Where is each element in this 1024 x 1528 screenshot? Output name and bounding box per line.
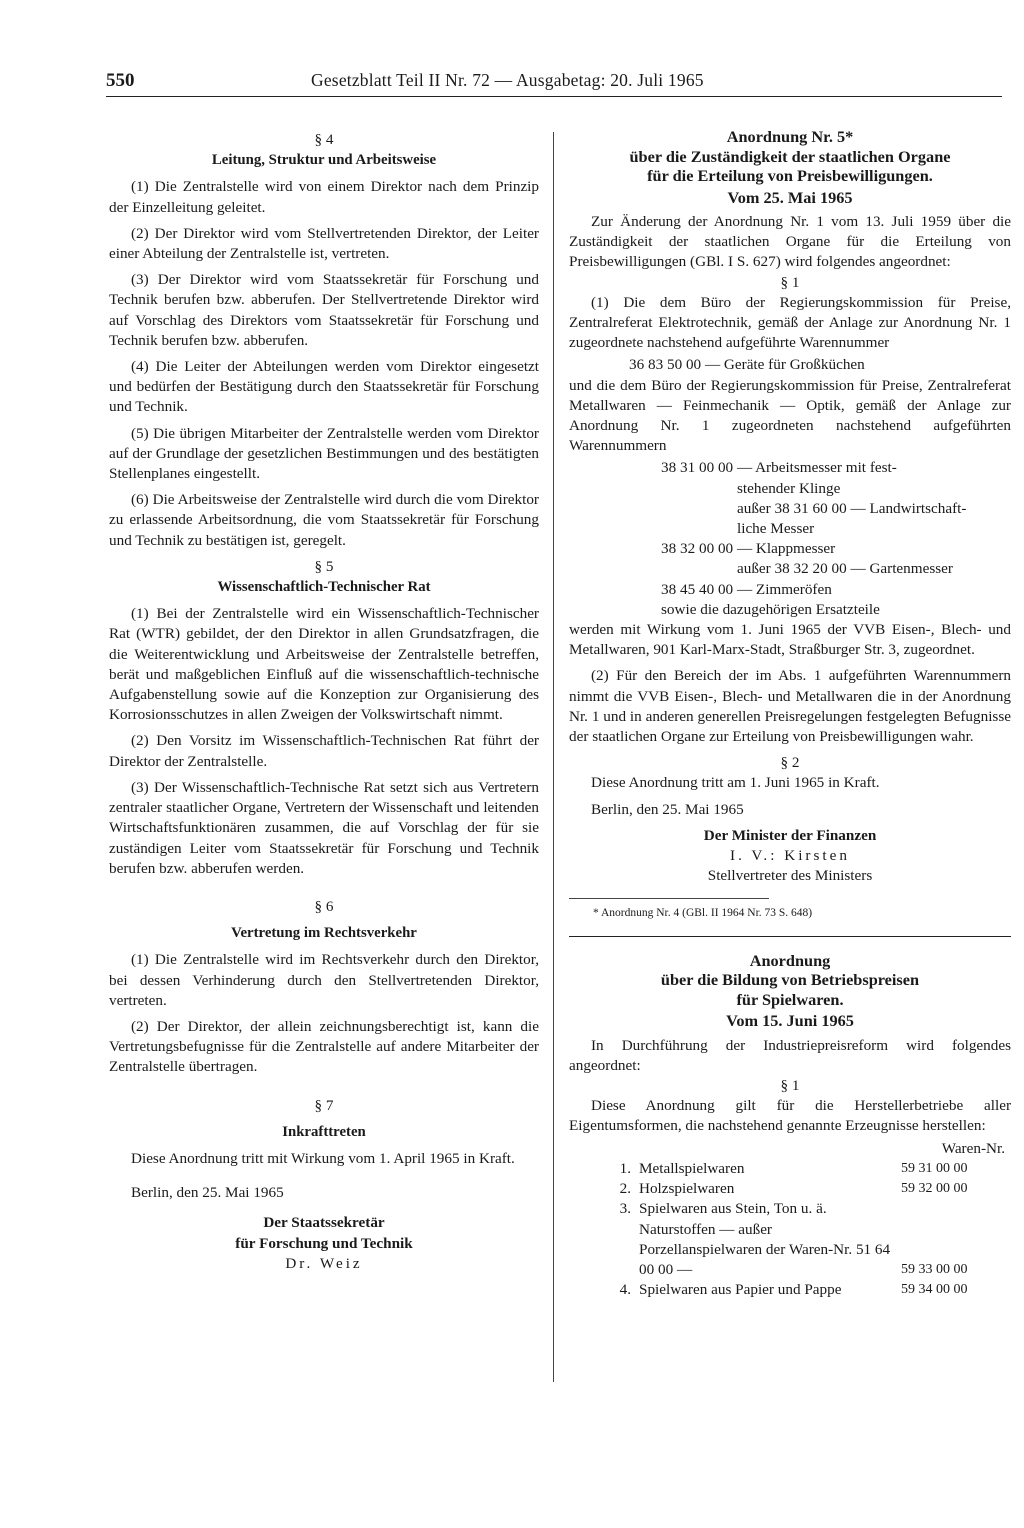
paragraph: (1) Die dem Büro der Regierungskommission für Preise, Zentralreferat Elektrotechnik, gemäß der Anlage zur Anordnung Nr. 1 zugeordnete nachstehend aufgeführte Warennummer (569, 293, 1011, 352)
paragraph: In Durchführung der Industriepreisreform wird folgendes angeordnet: (569, 1036, 1011, 1074)
paragraph: (2) Der Direktor, der allein zeichnungsberechtigt ist, kann die Vertretungsbefugnisse für die Zentralstelle auf andere Mitarbeiter der Zentralstelle übertragen. (109, 1017, 539, 1076)
paragraph: Diese Anordnung tritt am 1. Juni 1965 in Kraft. (591, 774, 880, 792)
section-7 (109, 1096, 539, 1170)
signatory-name: Dr. Weiz (285, 1254, 363, 1272)
paragraph: (6) Die Arbeitsweise der Zentralstelle wird durch die vom Direktor zu erlassende Arbeitsordnung, die vom Staatssekretär für Forschung und Technik zu bestätigen ist, geregelt. (109, 491, 539, 549)
paragraph: (1) Die Zentralstelle wird im Rechtsverkehr durch den Direktor, bei dessen Verhinderung durch den Stellvertretenden Direktor, vertreten. (109, 951, 539, 1009)
item-number: 3. (619, 1200, 631, 1218)
section-5 (109, 557, 539, 879)
ware-number-line: außer 38 31 60 00 — Landwirtschaft- (737, 499, 967, 517)
left-column (109, 130, 539, 1274)
footnote-rule (569, 898, 769, 899)
column-divider (553, 132, 554, 1382)
section-title: Vertretung im Rechtsverkehr (231, 925, 417, 942)
ordinance-separator (569, 936, 1011, 937)
item-code: 59 31 00 00 (901, 1160, 968, 1176)
signature-block (109, 1213, 539, 1274)
section-number: § 7 (314, 1096, 334, 1114)
item-code: 59 34 00 00 (901, 1282, 968, 1298)
ordinance-date: Vom 15. Juni 1965 (726, 1011, 854, 1031)
signatory-name: I. V.: Kirsten (730, 847, 850, 865)
paragraph: Diese Anordnung gilt für die Herstellerbetriebe aller Eigentumsformen, die nachstehend genannte Erzeugnisse herstellen: (569, 1097, 1011, 1135)
table-row (569, 1199, 1011, 1280)
paragraph: (2) Den Vorsitz im Wissenschaftlich-Technischen Rat führt der Direktor der Zentralstelle. (109, 732, 539, 770)
ordinance-title: für Spielwaren. (736, 989, 844, 1009)
table-header-row (569, 1139, 1011, 1159)
ordinance-5 (569, 127, 1011, 924)
section-4 (109, 130, 539, 551)
signatory-title-line-2: für Forschung und Technik (235, 1234, 413, 1252)
item-name: Metallspielwaren (639, 1159, 745, 1177)
header-title: Gesetzblatt Teil II Nr. 72 — Ausgabetag: 20. Juli 1965 (311, 70, 704, 90)
section-number: § 2 (780, 754, 800, 772)
ware-number-line: 38 45 40 00 — Zimmeröfen (661, 580, 832, 598)
ware-number-line: 38 31 00 00 — Arbeitsmesser mit fest- (661, 459, 897, 477)
signatory-title: Der Minister der Finanzen (703, 826, 877, 844)
paragraph: (3) Der Direktor wird vom Staatssekretär für Forschung und Technik berufen bzw. abberufen. Der Stellvertretende Direktor wird auf Vorschlag des Direktors vom Staatssekretär für Forschung und Technik berufen bzw. abberufen. (109, 271, 539, 349)
place-date: Berlin, den 25. Mai 1965 (131, 1184, 284, 1202)
ware-number-line: außer 38 32 20 00 — Gartenmesser (737, 560, 953, 578)
page-number: 550 (106, 70, 135, 91)
section-number: § 5 (314, 557, 334, 575)
item-number: 4. (619, 1281, 631, 1299)
place-date: Berlin, den 25. Mai 1965 (591, 800, 744, 818)
product-table (569, 1139, 1011, 1301)
ware-number-line: liche Messer (737, 520, 815, 538)
paragraph: und die dem Büro der Regierungskommission für Preise, Zentralreferat Metallwaren — Feinmechanik — Optik, gemäß der Anlage zur Anordnung Nr. 1 zugeordneten nachstehend aufgeführten Warennummern (569, 376, 1011, 455)
section-title: Inkrafttreten (282, 1123, 366, 1140)
section-title: Wissenschaftlich-Technischer Rat (217, 579, 431, 596)
paragraph: Diese Anordnung tritt mit Wirkung vom 1. April 1965 in Kraft. (131, 1149, 515, 1167)
item-name: Spielwaren aus Stein, Ton u. ä. Naturstoffen — außer Porzellanspielwaren der Waren-Nr. 51 64 00 00 — (639, 1200, 891, 1278)
ware-number-line: sowie die dazugehörigen Ersatzteile (661, 600, 880, 618)
item-name: Holzspielwaren (639, 1180, 735, 1198)
section-number: § 6 (314, 897, 334, 915)
section-title: Leitung, Struktur und Arbeitsweise (211, 152, 437, 169)
section-number: § 1 (780, 273, 800, 291)
ordinance-toys (569, 951, 1011, 1301)
section-6 (109, 897, 539, 1078)
signatory-title-line-1: Der Staatssekretär (263, 1214, 385, 1232)
paragraph: (4) Die Leiter der Abteilungen werden vom Direktor eingesetzt und bedürfen der Bestätigung durch den Staatssekretär für Forschung und Technik. (109, 358, 539, 416)
table-row (569, 1159, 1011, 1179)
item-code: 59 33 00 00 (901, 1261, 968, 1277)
item-number: 1. (619, 1159, 631, 1177)
signatory-role: Stellvertreter des Ministers (707, 867, 873, 885)
paragraph: (1) Bei der Zentralstelle wird ein Wissenschaftlich-Technischer Rat (WTR) gebildet, der den Direktor in allen Grundsatzfragen, die die Weiterentwicklung und Arbeitsweise der Zentralstelle betreffen, berät und maßgeblichen Einfluß auf die wissenschaftlich-technische Aufgabenstellung sowie auf die Konzeption zur Organisierung des Korrosionsschutzes in allen Zweigen der Volkswirtschaft nimmt. (109, 605, 539, 724)
table-row (569, 1179, 1011, 1199)
ordinance-title: über die Zuständigkeit der staatlichen Organe (629, 146, 951, 166)
paragraph: Zur Änderung der Anordnung Nr. 1 vom 13. Juli 1959 über die Zuständigkeit der staatlichen Organe für die Erteilung von Preisbewilligungen (GBl. I S. 627) wird folgendes angeordnet: (569, 212, 1011, 271)
ware-number-line: 36 83 50 00 — Geräte für Großküchen (629, 356, 865, 374)
paragraph: (5) Die übrigen Mitarbeiter der Zentralstelle werden vom Direktor auf der Grundlage der gesetzlichen Bestimmungen und des bestätigten Stellenplanes eingestellt. (109, 424, 539, 483)
column-header-ware-nr: Waren-Nr. (941, 1139, 1005, 1157)
table-row (569, 1280, 1011, 1300)
item-name: Spielwaren aus Papier und Pappe (639, 1281, 842, 1299)
ware-number-line: stehender Klinge (737, 479, 841, 497)
item-code: 59 32 00 00 (901, 1181, 968, 1197)
ordinance-title: Anordnung Nr. 5* (726, 127, 854, 146)
footnote: * Anordnung Nr. 4 (GBl. II 1964 Nr. 73 S. 648) (593, 907, 813, 920)
ordinance-title: für die Erteilung von Preisbewilligungen. (647, 166, 933, 186)
ware-number-line: 38 32 00 00 — Klappmesser (661, 540, 836, 558)
section-number: § 1 (780, 1077, 800, 1095)
section-number: § 4 (314, 131, 334, 148)
page-header (106, 70, 1002, 96)
paragraph: (3) Der Wissenschaftlich-Technische Rat setzt sich aus Vertretern zentraler staatlicher Organe, Vertretern der Wissenschaft und leitenden Wirtschaftsfunktionären zusammen, die auf Vorschlag der für sie zuständigen Leiter vom Staatssekretär für Forschung und Technik berufen bzw. abberufen werden. (109, 778, 539, 877)
paragraph: (2) Der Direktor wird vom Stellvertretenden Direktor, der Leiter einer Abteilung der Zentralstelle ist, vertreten. (109, 224, 539, 263)
ordinance-title: über die Bildung von Betriebspreisen (660, 970, 920, 990)
item-number: 2. (619, 1180, 631, 1198)
paragraph: werden mit Wirkung vom 1. Juni 1965 der VVB Eisen-, Blech- und Metallwaren, 901 Karl-Marx-Stadt, Straßburger Str. 3, zugeordnet. (569, 621, 1011, 659)
header-rule (106, 96, 1002, 97)
paragraph: (2) Für den Bereich der im Abs. 1 aufgeführten Warennummern nimmt die VVB Eisen-, Blech- und Metallwaren die in der Anordnung Nr. 1 und in anderen generellen Preisregelungen festgelegten Befugnisse der staatlichen Organe zur Erteilung von Preisbewilligungen wahr. (569, 667, 1011, 746)
signature-block (569, 826, 1011, 887)
right-column (569, 127, 1011, 1300)
paragraph: (1) Die Zentralstelle wird von einem Direktor nach dem Prinzip der Einzelleitung geleitet. (109, 178, 539, 216)
ordinance-title: Anordnung (749, 950, 831, 970)
ordinance-date: Vom 25. Mai 1965 (727, 187, 853, 207)
